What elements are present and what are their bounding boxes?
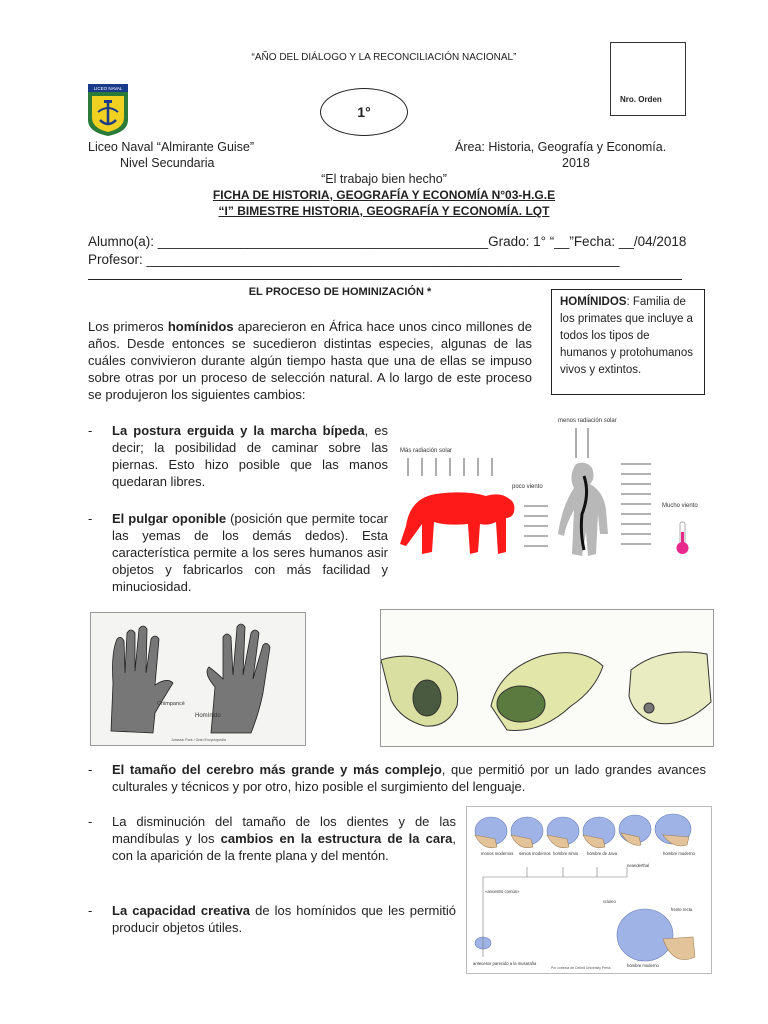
bullet-text: (posición que permite tocar las yemas de los demás dedos). Esta característica permite a los seres humanos asir objetos y fabricarlos con más facilidad y minuciosidad.	[112, 511, 388, 594]
grip-figure	[380, 609, 714, 747]
label-hombre-moderno-2: hombre moderno	[627, 963, 659, 968]
subject-area: Área: Historia, Geografía y Economía.	[455, 140, 667, 154]
intro-text-b: aparecieron en África hace unos cinco millones de años. Desde entonces se sucedieron distintas especies, algunas de las cuáles convivieron durante algún tiempo hasta que una de ellas se impuso sobre otras por un proceso de selección natural. A lo largo de este proceso se produjeron los siguientes cambios:	[88, 319, 532, 402]
label-hombre-moderno: hombre moderno	[663, 851, 695, 856]
bullet-bold: La postura erguida y la marcha bípeda	[112, 423, 365, 438]
order-number-box	[610, 42, 686, 116]
intro-text-a: Los primeros	[88, 319, 168, 334]
bullet-dash: -	[88, 814, 93, 829]
label-antecesor: antecesor parecido a la musaraña	[473, 961, 537, 966]
school-name: Liceo Naval “Almirante Guise”	[88, 140, 255, 154]
bullet-bold: La capacidad creativa	[112, 903, 251, 918]
definition-text: : Familia de los primates que incluye a todos los tipos de humanos y protohumanos vivos y extintos.	[560, 296, 693, 376]
bullet-text: , que permitió por un lado grandes avances culturales y técnicos y por otro, hizo posible el surgimiento del lenguaje.	[112, 762, 706, 794]
label-hominido: Homínido	[195, 713, 221, 719]
bullet-bold: cambios en la estructura de la cara	[220, 831, 453, 846]
intro-bold: homínidos	[167, 319, 234, 334]
skull-credit: Por cortesía de Oxford University Press	[551, 966, 611, 970]
ape-silhouette	[400, 492, 514, 554]
bullet-bold: El pulgar oponible	[112, 511, 227, 526]
definition-term: HOMÍNIDOS	[560, 296, 627, 308]
label-neanderthal: neanderthal	[627, 863, 650, 868]
intro-paragraph	[88, 318, 532, 403]
hands-comparison-figure	[90, 612, 306, 746]
bullet-posture	[88, 422, 388, 490]
bullet-brain	[88, 761, 706, 795]
label-mucho-viento: Mucho viento	[662, 503, 698, 509]
label-hombre-java: hombre de Java	[587, 851, 618, 856]
bullet-text: de los homínidos que les permitió producir objetos útiles.	[112, 903, 456, 935]
svg-text:LICEO NAVAL: LICEO NAVAL	[93, 86, 123, 92]
separator-line	[88, 279, 682, 280]
label-mas-radiacion: Más radiación solar	[400, 448, 453, 454]
teacher-field-line[interactable]: Profesor: _______________________________________________________________	[88, 252, 620, 267]
worksheet-title: FICHA DE HISTORIA, GEOGRAFÍA Y ECONOMÍA N°03-H.G.E	[212, 188, 556, 202]
bullet-creativity	[88, 902, 456, 936]
bullet-thumb	[88, 510, 388, 595]
school-crest-logo	[88, 84, 128, 136]
label-craneo: cráneo	[603, 899, 616, 904]
bullet-text-a: La disminución del tamaño de los dientes y de las mandíbulas y los	[112, 814, 456, 846]
bullet-dash: -	[88, 423, 93, 438]
label-poco-viento: poco viento	[512, 484, 543, 490]
school-year: 2018	[562, 156, 590, 170]
bullet-face	[88, 813, 456, 864]
bullet-dash: -	[88, 903, 93, 918]
bullet-text-b: , con la aparición de la frente plana y del mentón.	[112, 831, 456, 863]
label-monos-modernos: monos modernos	[481, 851, 514, 856]
school-level: Nivel Secundaria	[120, 156, 215, 170]
bullet-dash: -	[88, 511, 93, 526]
hands-credit: Jurassic Park / Gran Encyclopedia	[171, 738, 226, 742]
label-simios-modernos: simios modernos	[519, 851, 551, 856]
bullet-text: , es decir; la posibilidad de caminar sobre las piernas. Esto hizo posible que las manos quedaran libres.	[112, 423, 388, 489]
bimester-title: “I” BIMESTRE HISTORIA, GEOGRAFÍA Y ECONOMÍA. LQT	[218, 204, 550, 218]
order-label: Nro. Orden	[620, 95, 662, 104]
thermometer-icon	[677, 542, 689, 554]
definition-box	[551, 289, 705, 395]
label-frente-recta: frente recta	[671, 907, 693, 912]
posture-figure	[396, 414, 716, 564]
label-menos-radiacion: menos radiación solar	[558, 418, 617, 424]
school-motto: “El trabajo bien hecho”	[321, 172, 447, 186]
bullet-dash: -	[88, 762, 93, 777]
label-ancestro: «ancestro común»	[485, 889, 520, 894]
grade-oval: 1°	[320, 88, 408, 136]
year-motto: “AÑO DEL DIÁLOGO Y LA RECONCILIACIÓN NACIONAL”	[251, 52, 517, 63]
skull-evolution-figure	[466, 806, 712, 974]
label-hombre-simio: hombre simio	[553, 851, 579, 856]
bullet-bold: El tamaño del cerebro más grande y más complejo	[112, 762, 442, 777]
student-fields-line[interactable]: Alumno(a): ____________________________________________Grado: 1° “__”Fecha: __/04/2018	[88, 234, 687, 249]
section-title: EL PROCESO DE HOMINIZACIÓN *	[248, 286, 432, 298]
label-chimpance: Chimpancé	[157, 701, 185, 707]
